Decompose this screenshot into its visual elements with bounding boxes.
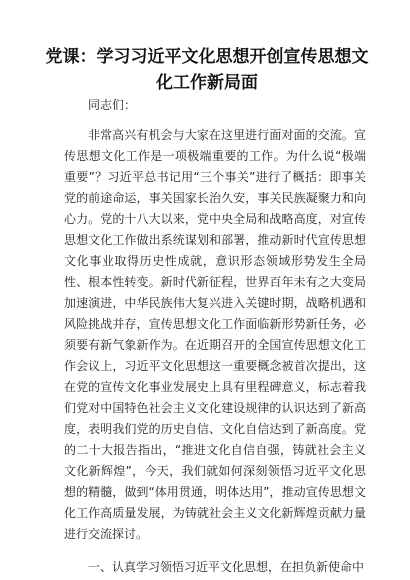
salutation: 同志们： — [88, 98, 137, 112]
section-heading-1: 一、认真学习领悟习近平文化思想，在担负新使命中 — [88, 560, 365, 574]
document-body — [64, 95, 366, 578]
document-title: 党课：学习习近平文化思想开创宣传思想文化工作新局面 — [45, 47, 369, 93]
body-paragraph-1: 非常高兴有机会与大家在这里进行面对面的交流。宣传思想文化工作是一项极端重要的工作。为什么说“极端重要”？习近平总书记用“三个事关”进行了概括：即事关党的前途命运，事关国家长治久安，事关民族凝聚力和向心力。党的十八大以来，党中央全局和战略高度，对宣传思想文化工作做出系统谋划和部署，推动新时代宣传思想文化事业取得历史性成就，意识形态领域形势发生全局性、根本性转变。新时代新征程，世界百年未有之大变局加速演进，中华民族伟大复兴进入关键时期，战略机遇和风险挑战并存，宣传思想文化工作面临新形势新任务，必须要有新气象新作为。在近期召开的全国宣传思想文化工作会议上，习近平文化思想这一重要概念被首次提出，这在党的宣传文化事业发展史上具有里程碑意义，标志着我们党对中国特色社会主义文化建设规律的认识达到了新高度，表明我们党的历史自信、文化自信达到了新高度。党的二十大报告指出，“推进文化自信自强，铸就社会主义文化新辉煌”，今天，我们就如何深刻领悟习近平文化思想的精髓，做到“体用贯通，明体达用”，推动宣传思想文化工作高质量发展，为铸就社会主义文化新辉煌贡献力量进行交流探讨。 — [64, 128, 366, 541]
